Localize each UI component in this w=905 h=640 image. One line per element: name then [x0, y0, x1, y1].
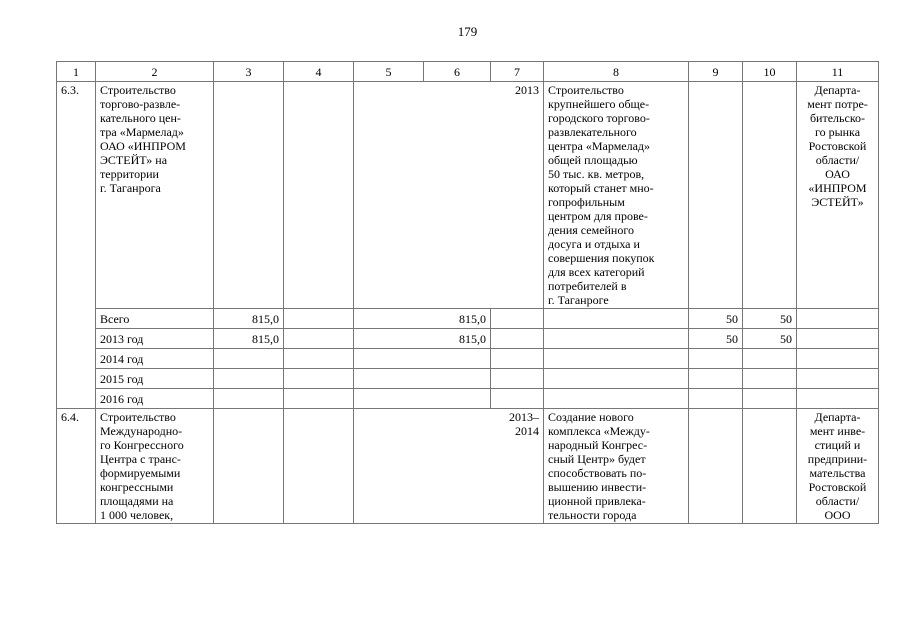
col-header-9: 9	[689, 62, 743, 82]
page-number: 179	[457, 24, 478, 39]
row-label: 2016 год	[96, 389, 214, 409]
item-6-4-number: 6.4.	[57, 409, 96, 524]
item-6-3-2014-row	[57, 349, 879, 369]
item-6-3-description: Строительство крупнейшего обще- городского торгово- развлекательного центра «Мармелад» общей площадью 50 тыс. кв. метров, который станет мно- гопрофильным центром для прове- дения семейного досуга и отдыха и совершения покупок для всех категорий потребителей в г. Таганроге	[544, 82, 689, 309]
row-label: 2015 год	[96, 369, 214, 389]
item-6-4-description: Создание нового комплекса «Между- народный Конгрес- сный Центр» будет способствовать по- вышению инвести- ционной привлека- тельности города	[544, 409, 689, 524]
item-6-3-2016-row	[57, 389, 879, 409]
item-6-3-responsible: Департа- мент потре- бительско- го рынка Ростовской области/ ОАО «ИНПРОМ ЭСТЕЙТ»	[797, 82, 879, 309]
col-header-4: 4	[284, 62, 354, 82]
item-6-4-row	[57, 409, 879, 524]
item-6-4-name: Строительство Международно- го Конгрессного Центра с транс- формируемыми конгрессными площадями на 1 000 человек,	[96, 409, 214, 524]
item-6-3-total-row	[57, 309, 879, 329]
row-label: 2014 год	[96, 349, 214, 369]
col-header-7: 7	[491, 62, 544, 82]
item-6-4-responsible: Департа- мент инве- стиций и предприни- мательства Ростовской области/ ООО	[797, 409, 879, 524]
col-header-3: 3	[214, 62, 284, 82]
row-label: 2013 год	[96, 329, 214, 349]
amount-col3: 815,0	[214, 329, 284, 349]
amount-col10: 50	[743, 309, 797, 329]
amount-col6: 815,0	[354, 309, 491, 329]
col-header-11: 11	[797, 62, 879, 82]
item-6-3-name: Строительство торгово-развле- кательного цен- тра «Мармелад» ОАО «ИНПРОМ ЭСТЕЙТ» на территории г. Таганрога	[96, 82, 214, 309]
amount-col3: 815,0	[214, 309, 284, 329]
col-header-5: 5	[354, 62, 424, 82]
col-header-2: 2	[96, 62, 214, 82]
item-6-3-number: 6.3.	[57, 82, 96, 409]
amount-col10: 50	[743, 329, 797, 349]
item-6-3-2013-row	[57, 329, 879, 349]
column-numbers-row	[57, 62, 879, 82]
item-6-4-year: 2013– 2014	[354, 409, 544, 524]
item-6-3-year: 2013	[354, 82, 544, 309]
amount-col6: 815,0	[354, 329, 491, 349]
row-label: Всего	[96, 309, 214, 329]
col-header-1: 1	[57, 62, 96, 82]
col-header-8: 8	[544, 62, 689, 82]
col-header-6: 6	[424, 62, 491, 82]
item-6-3-2015-row	[57, 369, 879, 389]
amount-col9: 50	[689, 329, 743, 349]
col-header-10: 10	[743, 62, 797, 82]
item-6-3-row	[57, 82, 879, 309]
amount-col9: 50	[689, 309, 743, 329]
plan-table	[56, 61, 879, 524]
